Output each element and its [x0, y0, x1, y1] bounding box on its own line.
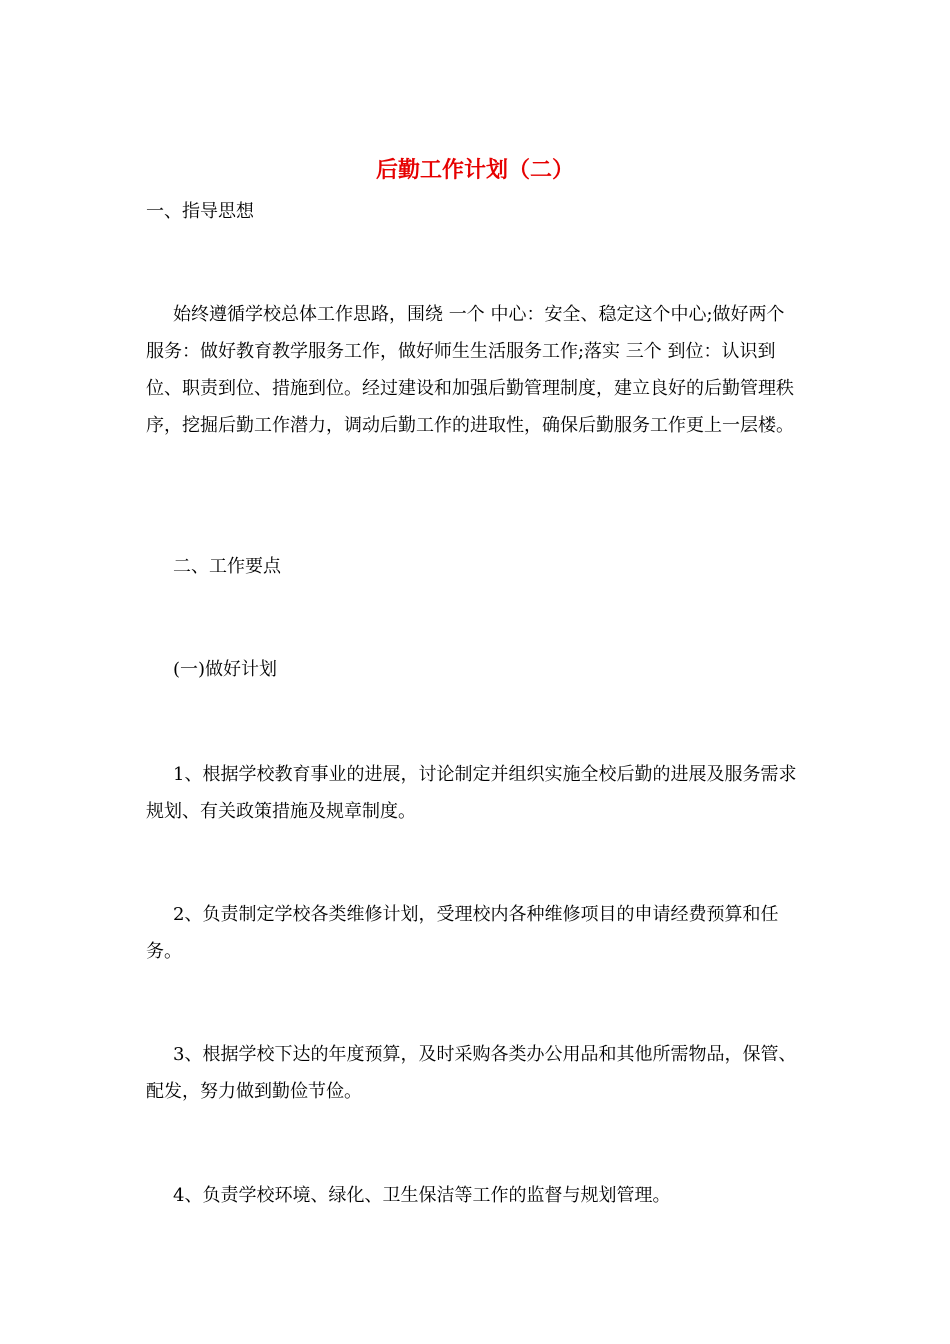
- list-item-3: 3、根据学校下达的年度预算，及时采购各类办公用品和其他所需物品，保管、配发，努力做到勤俭节俭。: [146, 1044, 797, 1102]
- list-item-2: 2、负责制定学校各类维修计划，受理校内各种维修项目的申请经费预算和任务。: [146, 904, 779, 962]
- list-item-1: 1、根据学校教育事业的进展，讨论制定并组织实施全校后勤的进展及服务需求规划、有关政策措施及规章制度。: [146, 764, 797, 822]
- list-item-4: 4、负责学校环境、绿化、卫生保洁等工作的监督与规划管理。: [173, 1185, 671, 1206]
- paragraph-guiding-thought: 始终遵循学校总体工作思路，围绕 一个 中心：安全、稳定这个中心;做好两个 服务：做好教育教学服务工作，做好师生生活服务工作;落实 三个 到位：认识到位、职责到位、措施到位。经过建设和加强后勤管理制度，建立良好的后勤管理秩序，挖掘后勤工作潜力，调动后勤工作的进取性，确保后勤服务工作更上一层楼。: [146, 304, 794, 436]
- document-title: 后勤工作计划（二）: [375, 157, 574, 183]
- subsection-heading-planning: (一)做好计划: [173, 659, 278, 680]
- section-heading-guiding-thought: 一、指导思想: [146, 201, 254, 222]
- section-heading-work-points: 二、工作要点: [173, 556, 281, 577]
